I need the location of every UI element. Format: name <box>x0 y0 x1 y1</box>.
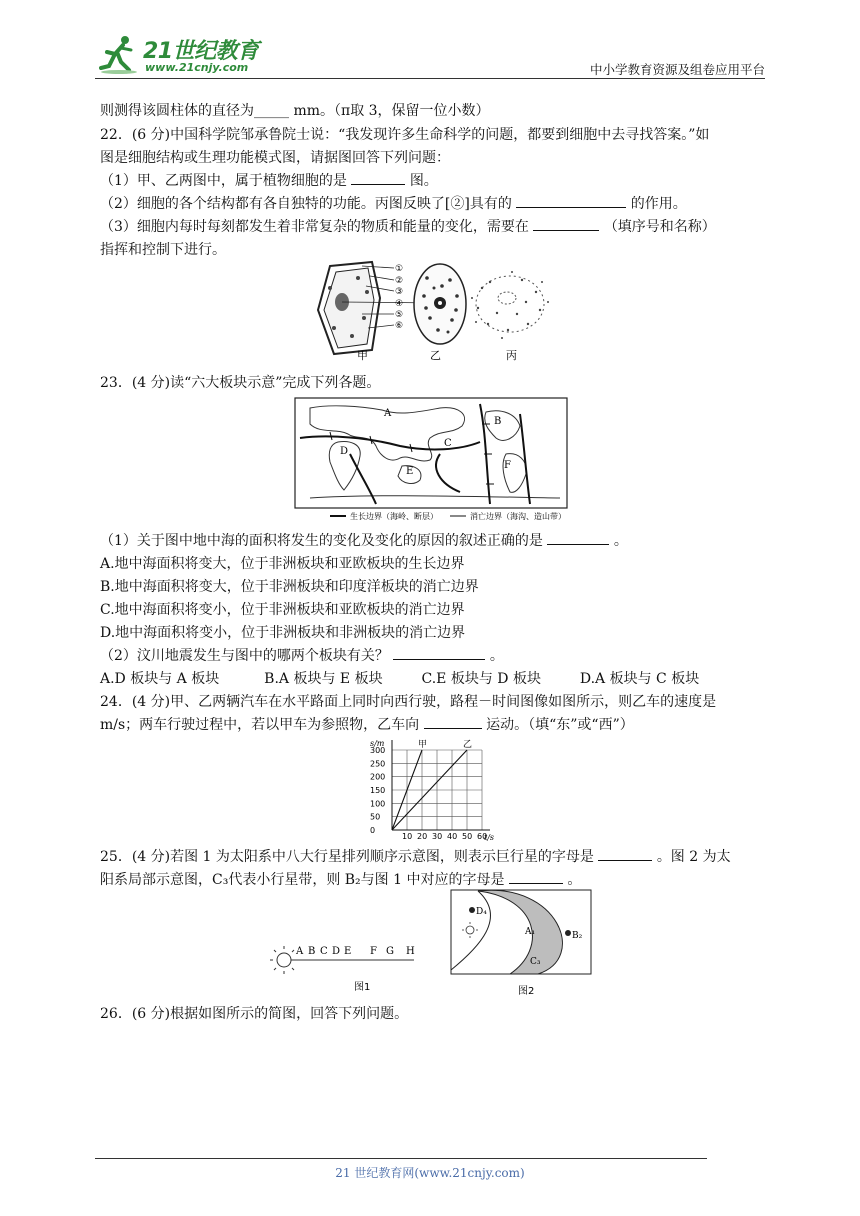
planet-order-figure <box>266 938 422 994</box>
q22-stem-2: 图是细胞结构或生理功能模式图，请据图回答下列问题： <box>100 150 450 166</box>
label-1: ① <box>395 264 404 274</box>
plate-E: E <box>406 466 414 477</box>
q23-part1-text: （1）关于图中地中海的面积将发生的变化及变化的原因的叙述正确的是 <box>100 533 543 549</box>
runner-logo-icon <box>99 34 139 74</box>
q23-stem: 23．(4 分)读“六大板块示意”完成下列各题。 <box>100 375 381 391</box>
brand-logo <box>95 30 265 78</box>
brand-name: 21世纪教育 <box>143 39 259 64</box>
q22-part3-text: （3）细胞内每时每刻都发生着非常复杂的物质和能量的变化，需要在 <box>100 219 529 235</box>
q22-part3 <box>100 216 716 236</box>
q25-text-4: 。 <box>567 872 582 888</box>
q24-stem: 24．(4 分)甲、乙两辆汽车在水平路面上同时向西行驶，路程－时间图像如图所示，则乙车的速度是 <box>100 694 717 710</box>
plate-map <box>290 394 570 524</box>
q22-part1 <box>100 170 438 190</box>
answer-blank[interactable] <box>533 216 599 231</box>
answer-blank[interactable] <box>598 846 652 861</box>
y-tick-label: 100 <box>370 799 386 809</box>
fig-label-bing: 丙 <box>506 349 517 362</box>
q22-part3-end: （填序号和名称） <box>603 219 716 235</box>
answer-blank[interactable] <box>351 170 405 185</box>
label-a1: A₁ <box>525 927 536 937</box>
planet-d4-dot <box>469 907 475 913</box>
q23-part1 <box>100 530 628 550</box>
q22-part2 <box>100 193 687 213</box>
footer-rule <box>95 1158 707 1159</box>
x-tick-label: 40 <box>447 832 458 841</box>
q22-part3-cont: 指挥和控制下进行。 <box>100 242 226 258</box>
legend-growth: 生长边界（海岭、断层） <box>350 512 438 521</box>
label-6: ⑥ <box>395 321 404 331</box>
label-5: ⑤ <box>395 310 404 320</box>
cell-diagram <box>312 258 552 364</box>
solar-system-figure <box>448 888 594 1000</box>
x-tick-label: 60 <box>477 832 488 841</box>
q23-part2-text: （2）汶川地震发生与图中的哪两个板块有关？ <box>100 648 389 664</box>
q23-part1-end: 。 <box>613 533 628 549</box>
footer-site: 21 世纪教育网(www.21cnjy.com) <box>335 1166 525 1180</box>
figure-1-caption: 图1 <box>354 982 371 993</box>
planet-B: B <box>308 946 316 957</box>
chart-tick-labels <box>370 739 494 842</box>
q22-stem: 22．(6 分)中国科学院邹承鲁院士说：“我发现许多生命科学的问题，都要到细胞中去寻找答案。”如 <box>100 127 710 143</box>
planet-H: H <box>406 946 415 957</box>
brand-url: www.21cnjy.com <box>145 61 249 74</box>
header-rule <box>95 78 765 79</box>
fig-label-jia: 甲 <box>357 349 368 362</box>
q22-part1-end: 图。 <box>409 173 438 189</box>
q25-text-2: 。图 2 为太 <box>656 849 731 865</box>
map-legend <box>330 511 566 521</box>
q25-text-1: 25．(4 分)若图 1 为太阳系中八大行星排列顺序示意图，则表示巨行星的字母是 <box>100 849 594 865</box>
plate-D: D <box>340 446 349 457</box>
label-d4: D₄ <box>476 907 487 917</box>
series-label-2: 乙 <box>463 740 473 750</box>
option2-c: C.E 板块与 D 板块 <box>421 671 541 687</box>
plate-B: B <box>494 416 502 427</box>
planet-G: G <box>386 946 394 957</box>
y-tick-label: 50 <box>370 812 381 822</box>
planet-E: E <box>344 946 352 957</box>
cell-membrane-dots <box>471 271 549 339</box>
plate-F: F <box>504 460 511 471</box>
answer-blank[interactable] <box>509 869 563 884</box>
x-tick-label: 10 <box>402 832 413 841</box>
animal-cell <box>414 264 466 344</box>
q22-part1-text: （1）甲、乙两图中，属于植物细胞的是 <box>100 173 347 189</box>
label-c3: C₃ <box>530 957 541 967</box>
fig-label-yi: 乙 <box>430 349 441 362</box>
y-tick-label: 150 <box>370 786 386 795</box>
plate-A: A <box>384 408 392 419</box>
q22-part2-end: 的作用。 <box>630 196 687 212</box>
q25-stem <box>100 846 731 866</box>
answer-blank[interactable] <box>393 645 485 660</box>
answer-blank[interactable] <box>547 530 609 545</box>
legend-subduction: 消亡边界（海沟、造山带） <box>470 512 566 521</box>
y-axis-label: s/m <box>370 739 385 748</box>
answer-blank[interactable] <box>516 193 626 208</box>
option-d: D.地中海面积将变小，位于非洲板块和非洲板块的消亡边界 <box>100 625 466 641</box>
series-label-1: 甲 <box>418 740 428 750</box>
plate-C: C <box>444 438 452 449</box>
planet-D: D <box>332 946 341 957</box>
planet-A: A <box>296 946 304 957</box>
q24-stem-2 <box>100 714 634 734</box>
planet-C: C <box>320 946 328 957</box>
option2-b: B.A 板块与 E 板块 <box>264 671 383 687</box>
planet-F: F <box>370 946 377 957</box>
q24-text-2: 运动。（填“东”或“西”） <box>486 717 634 733</box>
label-3: ③ <box>395 287 404 297</box>
figure-2-caption: 图2 <box>518 986 535 997</box>
option-b: B.地中海面积将变大，位于非洲板块和印度洋板块的消亡边界 <box>100 579 479 595</box>
answer-blank[interactable] <box>424 714 482 729</box>
chart-series <box>392 739 472 830</box>
q26-stem: 26．(6 分)根据如图所示的简图，回答下列问题。 <box>100 1006 409 1022</box>
q25-stem-2 <box>100 869 581 889</box>
page-header <box>95 30 765 80</box>
y-tick-label: 250 <box>370 759 386 769</box>
label-2: ② <box>395 276 404 286</box>
label-4: ④ <box>395 299 404 309</box>
q23-part2-end: 。 <box>489 648 504 664</box>
platform-title: 中小学教育资源及组卷应用平台 <box>589 62 765 77</box>
label-b2: B₂ <box>572 931 583 941</box>
q23-part2-options <box>100 668 699 688</box>
y-tick-label: 300 <box>370 746 386 755</box>
x-tick-label: 50 <box>462 832 473 841</box>
y-tick-label: 0 <box>370 826 376 835</box>
x-tick-label: 20 <box>417 832 428 841</box>
option-a: A.地中海面积将变大，位于非洲板块和亚欧板块的生长边界 <box>100 556 465 572</box>
y-tick-label: 200 <box>370 772 386 782</box>
q22-part2-text: （2）细胞的各个结构都有各自独特的功能。丙图反映了[②]具有的 <box>100 196 512 212</box>
q23-part2 <box>100 645 504 665</box>
chart-grid <box>392 750 482 830</box>
planet-b2-dot <box>565 930 571 936</box>
q25-text-3: 阳系局部示意图，C₃代表小行星带，则 B₂与图 1 中对应的字母是 <box>100 872 505 888</box>
option2-a: A.D 板块与 A 板块 <box>100 671 220 687</box>
x-axis-label: t/s <box>484 833 495 842</box>
q24-text-1: m/s；两车行驶过程中，若以甲车为参照物，乙车向 <box>100 717 420 733</box>
option2-d: D.A 板块与 C 板块 <box>579 671 700 687</box>
option-c: C.地中海面积将变小，位于非洲板块和亚欧板块的消亡边界 <box>100 602 465 618</box>
q21-tail: 则测得该圆柱体的直径为_____ mm。（π取 3，保留一位小数） <box>100 103 490 119</box>
x-tick-label: 30 <box>432 832 443 841</box>
distance-time-chart <box>360 734 500 844</box>
